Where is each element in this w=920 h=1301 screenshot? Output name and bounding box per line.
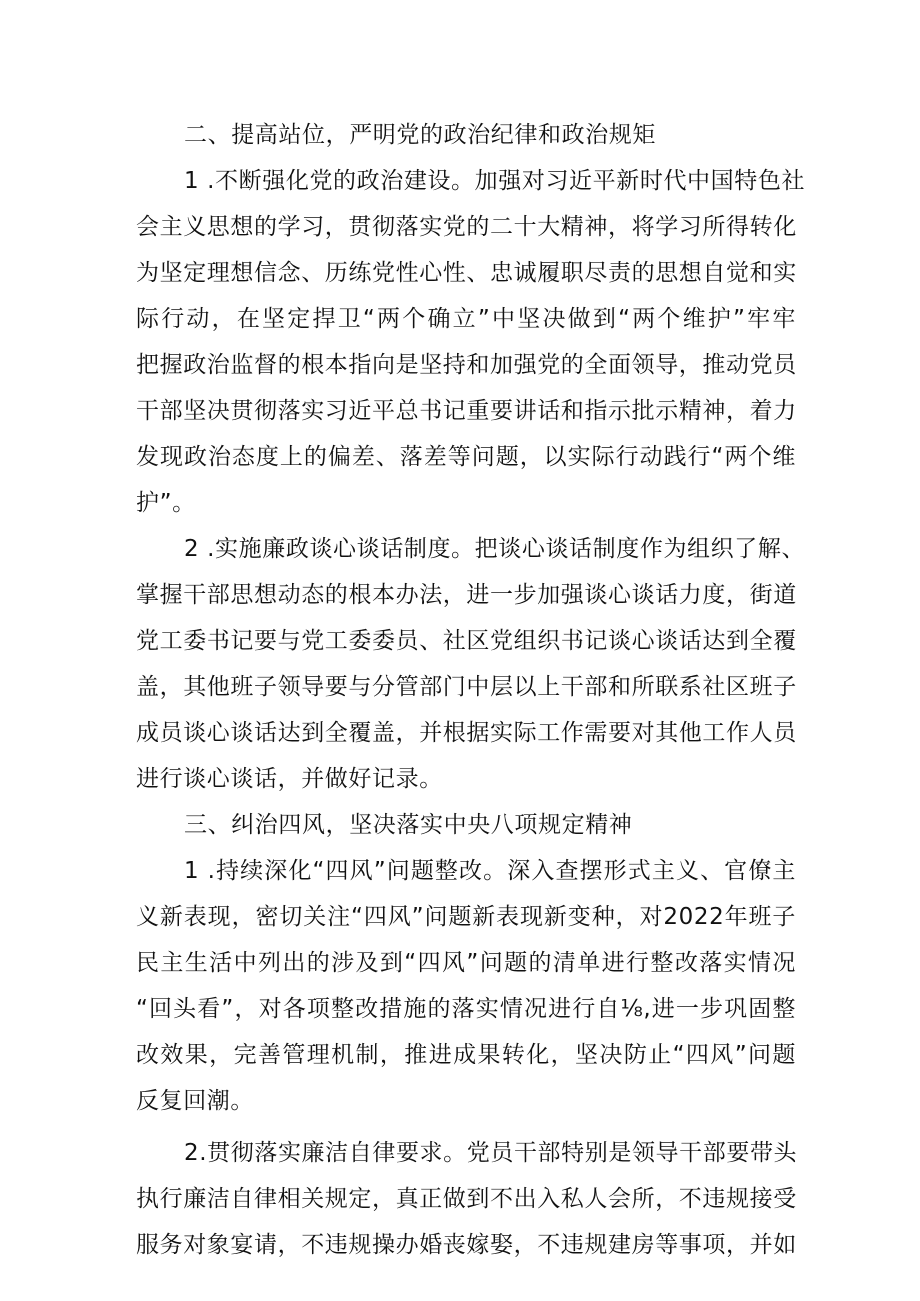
paragraph-line: 义新表现，密切关注“四风”问题新表现新变种，对2022年班子: [136, 904, 796, 930]
paragraph-line: 服务对象宴请，不违规操办婚丧嫁娶，不违规建房等事项，并如: [136, 1232, 797, 1258]
paragraph-line: 发现政治态度上的偏差、落差等问题，以实际行动践行“两个维: [136, 444, 796, 470]
paragraph-line: 掌握干部思想动态的根本办法，进一步加强谈心谈话力度，街道: [136, 582, 797, 608]
paragraph-line: 1 .不断强化党的政治建设。加强对习近平新时代中国特色社: [184, 168, 806, 194]
paragraph-line: 进行谈心谈话，并做好记录。: [136, 766, 443, 792]
paragraph-line: 民主生活中列出的涉及到“四风”问题的清单进行整改落实情况: [136, 950, 796, 976]
paragraph-line: 盖，其他班子领导要与分管部门中层以上干部和所联系社区班子: [136, 674, 797, 700]
paragraph-line: 反复回潮。: [136, 1088, 254, 1114]
paragraph-line: 干部坚决贯彻落实习近平总书记重要讲话和指示批示精神，着力: [136, 398, 797, 424]
section-heading: 三、纠治四风，坚决落实中央八项规定精神: [184, 812, 633, 838]
paragraph-line: 1 .持续深化“四风”问题整改。深入查摆形式主义、官僚主: [184, 858, 796, 884]
paragraph-line: 把握政治监督的根本指向是坚持和加强党的全面领导，推动党员: [136, 352, 797, 378]
paragraph-line: 为坚定理想信念、历练党性心性、忠诚履职尽责的思想自觉和实: [136, 260, 797, 286]
paragraph-line: 际行动，在坚定捍卫“两个确立”中坚决做到“两个维护”牢牢: [136, 306, 796, 332]
paragraph-line: 会主义思想的学习，贯彻落实党的二十大精神，将学习所得转化: [136, 214, 797, 240]
paragraph-line: 执行廉洁自律相关规定，真正做到不出入私人会所，不违规接受: [136, 1186, 797, 1212]
paragraph-line: 成员谈心谈话达到全覆盖，并根据实际工作需要对其他工作人员: [136, 720, 797, 746]
paragraph-line: 2 .实施廉政谈心谈话制度。把谈心谈话制度作为组织了解、: [184, 536, 806, 562]
paragraph-line: 2.贯彻落实廉洁自律要求。党员干部特别是领导干部要带头: [184, 1140, 798, 1166]
section-heading: 二、提高站位，严明党的政治纪律和政治规矩: [184, 122, 656, 148]
paragraph-line: 改效果，完善管理机制，推进成果转化，坚决防止“四风”问题: [136, 1042, 796, 1068]
paragraph-line: 党工委书记要与党工委委员、社区党组织书记谈心谈话达到全覆: [136, 628, 797, 654]
paragraph-line: “回头看”，对各项整改措施的落实情况进行自⅛,进一步巩固整: [136, 996, 796, 1022]
paragraph-line: 护”。: [136, 490, 196, 516]
